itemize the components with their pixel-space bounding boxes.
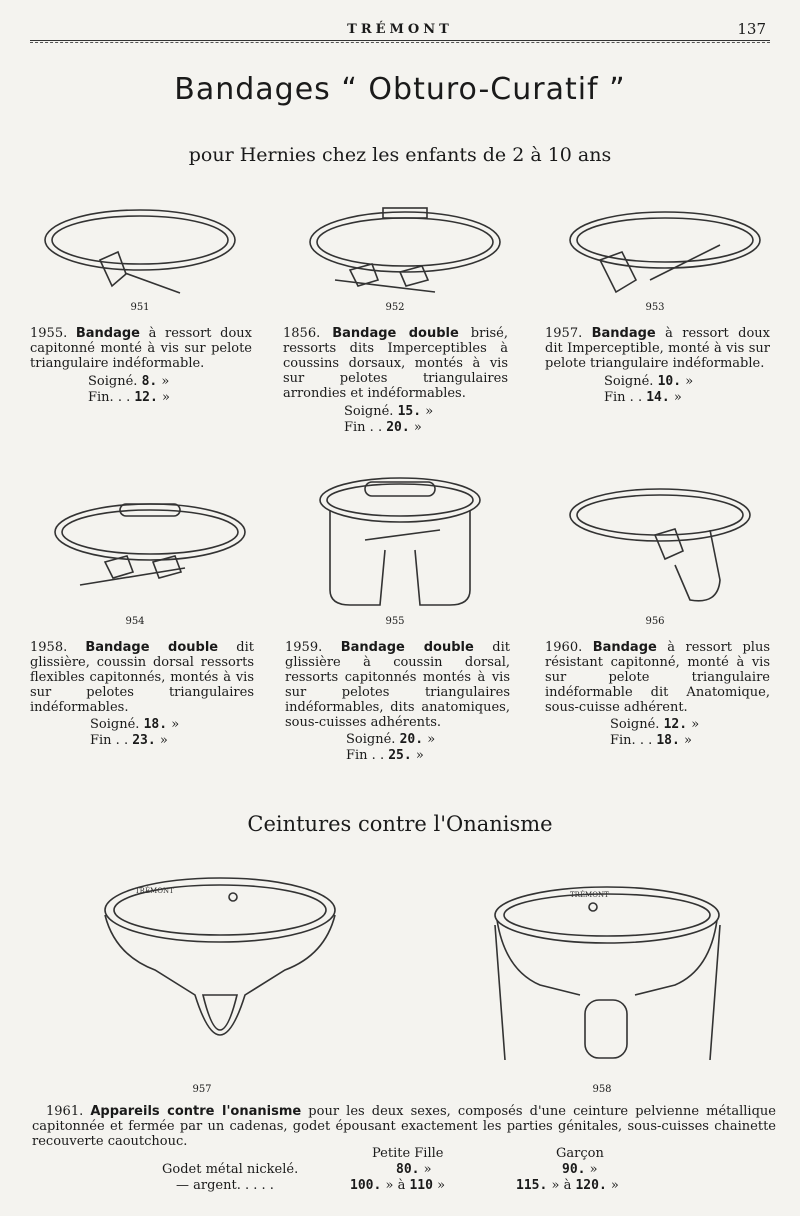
price-fille-argent: 100. » à 110 »: [350, 1178, 446, 1193]
page-subtitle: pour Hernies chez les enfants de 2 à 10 ans: [188, 144, 612, 166]
figure-956-illustration: [560, 480, 760, 610]
product-1958-description: 1958. Bandage double dit glissière, coussin dorsal ressorts flexibles capitonnés, montés à vis sur pelotes triangulaires indéformables.: [30, 640, 254, 715]
col-header-petite-fille: Petite Fille: [372, 1146, 444, 1161]
product-1960-description: 1960. Bandage à ressort plus résistant capitonné, monté à vis sur pelote triangulaire indéformable dit Anatomique, sous-cuisse adhérent.: [545, 640, 770, 715]
strap-marking-957: TRÉMONT: [135, 887, 174, 895]
page-title: Bandages “ Obturo-Curatif ”: [174, 72, 626, 107]
price-garcon-nickel: 90. »: [562, 1162, 598, 1177]
fig-label-956: 956: [645, 616, 665, 627]
product-1856-prices: Soigné. 15. » Fin . . 20. »: [344, 404, 434, 435]
product-1959-prices: Soigné. 20. » Fin . . 25. »: [346, 732, 436, 763]
page-number: 137: [737, 20, 766, 38]
product-1959-description: 1959. Bandage double dit glissière à coussin dorsal, ressorts capitonnés montés à vis sur pelotes triangulaires indéformables, dits anatomiques, sous-cuisses adhérents.: [285, 640, 511, 730]
price-fille-nickel: 80. »: [396, 1162, 432, 1177]
figure-958-illustration: [485, 875, 730, 1075]
fig-label-954: 954: [125, 616, 145, 627]
fig-label-958: 958: [592, 1084, 612, 1095]
product-1856-description: 1856. Bandage double brisé, ressorts dits Imperceptibles à coussins dorsaux, montés à vis sur pelotes triangulaires arrondies et indéformables.: [283, 326, 508, 401]
figure-954-illustration: [45, 490, 255, 600]
fig-label-955: 955: [385, 616, 405, 627]
section-title-onanisme: Ceintures contre l'Onanisme: [247, 812, 553, 836]
product-1957-description: 1957. Bandage à ressort doux dit Imperceptible, monté à vis sur pelote triangulaire indéformable.: [545, 326, 771, 371]
running-header: TRÉMONT: [347, 22, 453, 37]
col-header-garcon: Garçon: [556, 1146, 604, 1161]
product-1960-prices: Soigné. 12. » Fin. . . 18. »: [610, 717, 700, 748]
product-1955-prices: Soigné. 8. » Fin. . . 12. »: [88, 374, 170, 405]
figure-957-illustration: [95, 865, 345, 1080]
figure-952-illustration: [295, 200, 515, 300]
figure-951-illustration: [30, 195, 250, 305]
fig-label-952: 952: [385, 302, 405, 313]
strap-marking-958: TRÉMONT: [570, 891, 609, 899]
product-1957-prices: Soigné. 10. » Fin . . 14. »: [604, 374, 694, 405]
fig-label-953: 953: [645, 302, 665, 313]
fig-label-951: 951: [130, 302, 150, 313]
price-garcon-argent: 115. » à 120. »: [516, 1178, 619, 1193]
product-1961-description: 1961. Appareils contre l'onanisme pour les deux sexes, composés d'une ceinture pelvienne métallique capitonnée et fermée par un cadenas, godet épousant exactement les parties génitales, sous-cuisses chainette recouverte caoutchouc.: [32, 1104, 776, 1149]
row-label-argent: — argent. . . . .: [176, 1178, 274, 1193]
row-label-nickel: Godet métal nickelé.: [162, 1162, 299, 1177]
figure-953-illustration: [555, 200, 775, 310]
figure-955-illustration: [310, 470, 490, 620]
header-rule: [30, 40, 770, 43]
product-1958-prices: Soigné. 18. » Fin . . 23. »: [90, 717, 180, 748]
product-1955-description: 1955. Bandage à ressort doux capitonné monté à vis sur pelote triangulaire indéformable.: [30, 326, 253, 371]
fig-label-957: 957: [192, 1084, 212, 1095]
